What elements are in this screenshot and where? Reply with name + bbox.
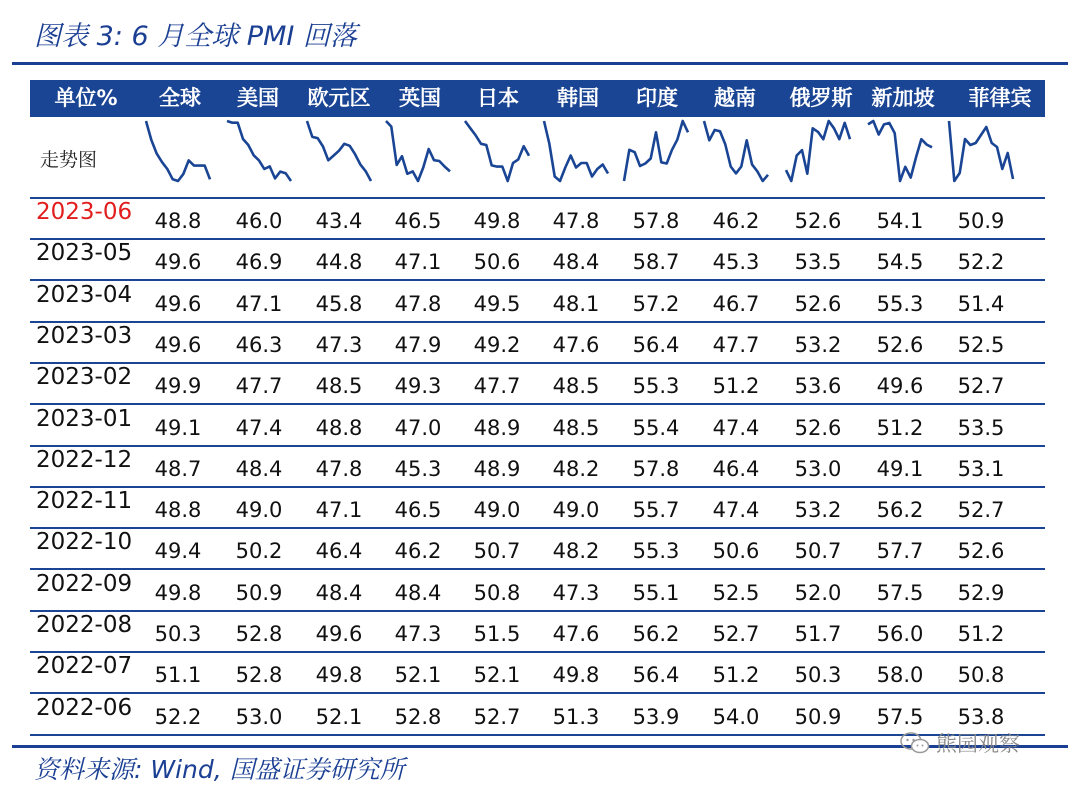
table-row — [30, 486, 1045, 529]
value-cell: 53.0 — [794, 456, 842, 481]
value-cell: 49.1 — [876, 456, 924, 481]
sparkline-path — [307, 121, 371, 181]
value-cell: 50.6 — [712, 539, 760, 564]
value-cell: 46.4 — [712, 456, 760, 481]
value-cell: 47.1 — [315, 498, 363, 523]
value-cell: 47.1 — [235, 291, 283, 316]
value-cell: 45.8 — [315, 291, 363, 316]
value-cell: 55.7 — [632, 498, 680, 523]
value-cell: 51.1 — [154, 663, 202, 688]
value-cell: 52.1 — [394, 663, 442, 688]
unit-header: 单位% — [54, 86, 118, 110]
value-cell: 58.7 — [632, 250, 680, 275]
value-cell: 50.8 — [473, 580, 521, 605]
row-date: 2022-10 — [36, 529, 133, 556]
value-cell: 50.6 — [473, 250, 521, 275]
value-cell: 56.4 — [632, 332, 680, 357]
value-cell: 46.2 — [394, 539, 442, 564]
value-cell: 47.4 — [235, 415, 283, 440]
value-cell: 48.7 — [154, 456, 202, 481]
value-cell: 50.9 — [235, 580, 283, 605]
table-row — [30, 610, 1045, 653]
column-header: 日本 — [477, 86, 519, 110]
value-cell: 48.2 — [552, 539, 600, 564]
sparkline-path — [624, 121, 688, 181]
value-cell: 46.2 — [712, 209, 760, 233]
value-cell: 50.9 — [957, 209, 1005, 233]
column-header: 韩国 — [557, 86, 599, 110]
table-row — [30, 569, 1045, 612]
value-cell: 46.3 — [235, 332, 283, 357]
value-cell: 52.7 — [957, 374, 1005, 399]
sparkline — [544, 119, 608, 183]
wechat-icon — [900, 732, 930, 754]
column-header: 欧元区 — [307, 86, 371, 110]
value-cell: 57.5 — [876, 580, 924, 605]
sparkline-path — [386, 121, 450, 181]
column-header: 美国 — [237, 86, 279, 110]
value-cell: 46.5 — [394, 498, 442, 523]
value-cell: 46.0 — [235, 209, 283, 233]
value-cell: 47.1 — [394, 250, 442, 275]
sparkline — [227, 119, 291, 183]
value-cell: 52.7 — [712, 622, 760, 646]
value-cell: 57.2 — [632, 291, 680, 316]
value-cell: 50.3 — [794, 663, 842, 688]
value-cell: 56.2 — [632, 622, 680, 646]
value-cell: 52.8 — [394, 704, 442, 729]
value-cell: 47.6 — [552, 332, 600, 357]
value-cell: 49.8 — [473, 209, 521, 233]
value-cell: 49.8 — [552, 663, 600, 688]
value-cell: 53.8 — [957, 704, 1005, 729]
value-cell: 49.8 — [315, 663, 363, 688]
row-date: 2022-12 — [36, 446, 133, 473]
value-cell: 52.8 — [235, 622, 283, 646]
value-cell: 48.5 — [552, 374, 600, 399]
value-cell: 50.7 — [794, 539, 842, 564]
value-cell: 52.2 — [957, 250, 1005, 275]
value-cell: 50.8 — [957, 663, 1005, 688]
table-row — [30, 527, 1045, 570]
value-cell: 48.4 — [394, 580, 442, 605]
column-header: 菲律宾 — [968, 86, 1032, 110]
value-cell: 48.2 — [552, 456, 600, 481]
value-cell: 51.7 — [794, 622, 842, 646]
value-cell: 49.6 — [154, 291, 202, 316]
value-cell: 53.6 — [794, 374, 842, 399]
value-cell: 51.2 — [957, 622, 1005, 646]
value-cell: 53.9 — [632, 704, 680, 729]
row-date: 2023-06 — [36, 199, 133, 225]
watermark — [900, 728, 1020, 758]
value-cell: 47.6 — [552, 622, 600, 646]
value-cell: 48.4 — [315, 580, 363, 605]
value-cell: 49.6 — [876, 374, 924, 399]
sparkline-path — [786, 121, 850, 181]
value-cell: 52.1 — [473, 663, 521, 688]
value-cell: 52.6 — [794, 415, 842, 440]
value-cell: 48.9 — [473, 415, 521, 440]
value-cell: 49.6 — [154, 250, 202, 275]
row-date: 2023-05 — [36, 240, 133, 267]
value-cell: 55.3 — [876, 291, 924, 316]
value-cell: 50.7 — [473, 539, 521, 564]
sparkline — [386, 119, 450, 183]
value-cell: 49.9 — [154, 374, 202, 399]
value-cell: 49.0 — [552, 498, 600, 523]
column-header: 新加坡 — [871, 86, 935, 110]
value-cell: 48.9 — [473, 456, 521, 481]
sparkline — [949, 119, 1013, 183]
value-cell: 48.1 — [552, 291, 600, 316]
value-cell: 46.4 — [315, 539, 363, 564]
watermark-text: 熊园观察 — [936, 732, 1020, 756]
value-cell: 52.6 — [957, 539, 1005, 564]
table-row — [30, 238, 1045, 281]
row-date: 2023-02 — [36, 364, 133, 391]
sparkline — [624, 119, 688, 183]
table-row — [30, 445, 1045, 488]
column-header: 英国 — [399, 86, 441, 110]
value-cell: 54.5 — [876, 250, 924, 275]
value-cell: 52.6 — [794, 291, 842, 316]
table-row — [30, 693, 1045, 736]
value-cell: 56.0 — [876, 622, 924, 646]
value-cell: 46.9 — [235, 250, 283, 275]
value-cell: 52.8 — [235, 663, 283, 688]
value-cell: 57.5 — [876, 704, 924, 729]
value-cell: 49.3 — [394, 374, 442, 399]
table-row — [30, 280, 1045, 323]
value-cell: 57.8 — [632, 456, 680, 481]
value-cell: 47.3 — [315, 332, 363, 357]
value-cell: 52.7 — [473, 704, 521, 729]
title-rule — [12, 62, 1068, 65]
value-cell: 50.9 — [794, 704, 842, 729]
value-cell: 47.7 — [235, 374, 283, 399]
sparkline — [868, 119, 932, 183]
value-cell: 48.4 — [235, 456, 283, 481]
value-cell: 52.0 — [794, 580, 842, 605]
value-cell: 47.9 — [394, 332, 442, 357]
value-cell: 47.4 — [712, 498, 760, 523]
value-cell: 49.5 — [473, 291, 521, 316]
value-cell: 52.5 — [957, 332, 1005, 357]
value-cell: 51.4 — [957, 291, 1005, 316]
row-date: 2023-04 — [36, 281, 133, 308]
row-date: 2023-01 — [36, 405, 133, 432]
sparkline — [704, 119, 768, 183]
value-cell: 55.3 — [632, 539, 680, 564]
value-cell: 47.4 — [712, 415, 760, 440]
sparkline-path — [868, 121, 932, 181]
column-header: 越南 — [714, 86, 756, 110]
value-cell: 53.5 — [794, 250, 842, 275]
value-cell: 53.5 — [957, 415, 1005, 440]
value-cell: 52.6 — [794, 209, 842, 233]
sparkline-path — [146, 121, 210, 181]
value-cell: 44.8 — [315, 250, 363, 275]
value-cell: 52.9 — [957, 580, 1005, 605]
table-row — [30, 197, 1045, 240]
sparkline-path — [544, 121, 608, 181]
value-cell: 52.5 — [712, 580, 760, 605]
row-date: 2022-06 — [36, 694, 133, 721]
value-cell: 51.3 — [552, 704, 600, 729]
value-cell: 45.3 — [712, 250, 760, 275]
value-cell: 52.6 — [876, 332, 924, 357]
value-cell: 48.8 — [154, 498, 202, 523]
value-cell: 47.0 — [394, 415, 442, 440]
value-cell: 53.2 — [794, 498, 842, 523]
value-cell: 49.2 — [473, 332, 521, 357]
value-cell: 52.1 — [315, 704, 363, 729]
sparkline-path — [949, 121, 1013, 181]
value-cell: 45.3 — [394, 456, 442, 481]
row-date: 2022-07 — [36, 653, 133, 680]
value-cell: 53.0 — [235, 704, 283, 729]
value-cell: 46.7 — [712, 291, 760, 316]
source-note: 资料来源: Wind, 国盛证券研究所 — [34, 755, 405, 784]
value-cell: 47.8 — [552, 209, 600, 233]
value-cell: 49.6 — [315, 622, 363, 646]
value-cell: 49.0 — [473, 498, 521, 523]
row-date: 2023-03 — [36, 322, 133, 349]
column-header: 俄罗斯 — [789, 86, 853, 110]
value-cell: 57.8 — [632, 209, 680, 233]
value-cell: 55.1 — [632, 580, 680, 605]
table-row — [30, 404, 1045, 447]
value-cell: 57.7 — [876, 539, 924, 564]
sparkline-path — [227, 121, 291, 181]
sparkline — [465, 119, 529, 183]
value-cell: 51.2 — [712, 374, 760, 399]
trend-row — [30, 117, 1045, 199]
value-cell: 51.5 — [473, 622, 521, 646]
value-cell: 50.2 — [235, 539, 283, 564]
value-cell: 58.0 — [876, 663, 924, 688]
value-cell: 51.2 — [712, 663, 760, 688]
value-cell: 47.7 — [473, 374, 521, 399]
value-cell: 49.6 — [154, 332, 202, 357]
value-cell: 47.8 — [394, 291, 442, 316]
sparkline-path — [704, 121, 768, 181]
value-cell: 53.1 — [957, 456, 1005, 481]
value-cell: 48.8 — [154, 209, 202, 233]
value-cell: 48.4 — [552, 250, 600, 275]
value-cell: 54.0 — [712, 704, 760, 729]
page-title: 图表 3: 6 月全球 PMI 回落 — [34, 21, 357, 52]
sparkline — [146, 119, 210, 183]
value-cell: 48.8 — [315, 415, 363, 440]
value-cell: 48.5 — [315, 374, 363, 399]
sparkline — [786, 119, 850, 183]
table-row — [30, 362, 1045, 405]
value-cell: 56.2 — [876, 498, 924, 523]
sparkline — [307, 119, 371, 183]
value-cell: 55.3 — [632, 374, 680, 399]
value-cell: 46.5 — [394, 209, 442, 233]
value-cell: 49.8 — [154, 580, 202, 605]
table-row — [30, 651, 1045, 694]
value-cell: 55.4 — [632, 415, 680, 440]
value-cell: 52.7 — [957, 498, 1005, 523]
value-cell: 48.5 — [552, 415, 600, 440]
row-date: 2022-09 — [36, 570, 133, 597]
value-cell: 52.2 — [154, 704, 202, 729]
table-row — [30, 321, 1045, 364]
value-cell: 43.4 — [315, 209, 363, 233]
value-cell: 54.1 — [876, 209, 924, 233]
column-header: 全球 — [159, 86, 201, 110]
value-cell: 56.4 — [632, 663, 680, 688]
value-cell: 47.7 — [712, 332, 760, 357]
value-cell: 49.1 — [154, 415, 202, 440]
value-cell: 51.2 — [876, 415, 924, 440]
value-cell: 53.2 — [794, 332, 842, 357]
value-cell: 47.3 — [552, 580, 600, 605]
value-cell: 49.4 — [154, 539, 202, 564]
table-header-row — [30, 80, 1045, 117]
value-cell: 49.0 — [235, 498, 283, 523]
row-date: 2022-08 — [36, 612, 133, 638]
row-date: 2022-11 — [36, 488, 133, 515]
column-header: 印度 — [636, 86, 678, 110]
trend-label: 走势图 — [40, 149, 98, 171]
value-cell: 47.8 — [315, 456, 363, 481]
value-cell: 50.3 — [154, 622, 202, 646]
sparkline-path — [465, 121, 529, 181]
value-cell: 47.3 — [394, 622, 442, 646]
